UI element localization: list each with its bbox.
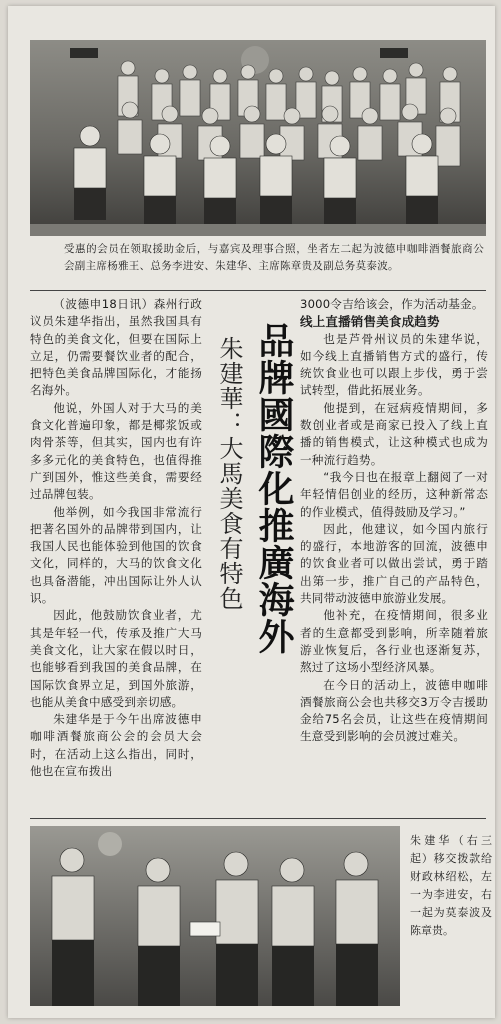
paragraph: 朱建华是于今午出席波德申咖啡酒餐旅商公会的会员大会时，在活动上这么指出，同时，他也在宣布拨出	[30, 712, 202, 779]
paragraph: 他提到，在冠病疫情期间，多数创业者或是商家已投入了线上直播的销售模式，让这种模式也成为一种流行趋势。	[300, 400, 488, 467]
article-left-column	[30, 296, 202, 780]
handover-photo	[30, 826, 400, 1006]
paragraph: 因此，他鼓励饮食业者，尤其是年轻一代，传承及推广大马美食文化，让大家在假以时日，也能够看到我国的美食品牌，在国际饮食界立足，到国外旅游，也能从美食中感受到亲切感。	[30, 608, 202, 709]
caption-divider	[30, 290, 486, 291]
article-subheadline: 朱建華：大馬美食有特色	[215, 336, 243, 611]
article-right-column	[300, 296, 488, 746]
article-headline: 品牌國際化推廣海外	[253, 322, 295, 655]
paragraph: 3000令吉给该会，作为活动基金。	[300, 297, 484, 311]
paragraph: 他说，外国人对于大马的美食文化普遍印象，都是椰浆饭或肉骨茶等，但其实，国内也有许多多元化的美食特色，也值得推广到国外，惟这些美食，需要经过品牌包装。	[30, 400, 202, 502]
article-divider	[30, 818, 486, 819]
paragraph: （波德申18日讯）森州行政议员朱建华指出，虽然我国具有特色的美食文化，但要在国际上立足，仍需要餐饮业者的配合，把特色美食品牌国际化，才能扬名海外。	[30, 297, 202, 398]
paragraph: “我今日也在报章上翻阅了一对年轻情侣创业的经历，这种新常态的作业模式，值得鼓励及学习。”	[300, 469, 488, 519]
top-photo-caption: 受惠的会员在领取援助金后，与嘉宾及理事合照，坐者左二起为波德申咖啡酒餐旅商公会副主席杨雅王、总务李进安、朱建华、主席陈章贵及副总务莫泰波。	[64, 243, 484, 272]
group-photo	[30, 40, 486, 236]
paragraph: 他举例，如今我国非常流行把著名国外的品牌带到国内，让我国人民也能体验到他国的饮食文化，同样的，大马的饮食文化也具备潜能，冲出国际让外人认识。	[30, 504, 202, 606]
paragraph: 也是芦骨州议员的朱建华说，如今线上直播销售方式的盛行，传统饮食业也可以跟上步伐，勇于尝试转型，借此拓展业务。	[300, 331, 488, 398]
paragraph: 在今日的活动上，波德申咖啡酒餐旅商公会也共移交3万令吉援助金给75名会员，让这些在疫情期间生意受到影响的会员渡过难关。	[300, 677, 488, 744]
section-subhead: 线上直播销售美食成趋势	[300, 314, 440, 330]
bottom-photo-caption: 朱建华（右三起）移交拨款给财政林绍松，左一为李进安，右一起为莫泰波及陈章贵。	[410, 834, 492, 937]
paragraph: 因此，他建议，如今国内旅行的盛行，本地游客的回流，波德申的饮食业者可以做出尝试，勇于踏出第一步，推广自己的产品特色，共同带动波德申旅游业发展。	[300, 521, 488, 606]
newspaper-page	[8, 6, 495, 1018]
paragraph: 他补充，在疫情期间，很多业者的生意都受到影响，所幸随着旅游业恢复后，各行业也逐渐复苏，熬过了这场小型经济风暴。	[300, 608, 488, 675]
